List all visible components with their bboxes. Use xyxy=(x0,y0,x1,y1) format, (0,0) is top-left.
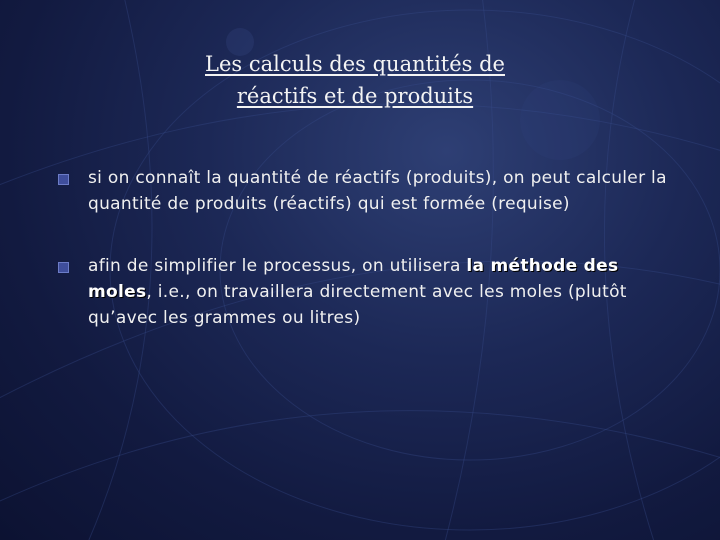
bullet-list xyxy=(58,165,678,331)
square-bullet-icon xyxy=(58,174,69,185)
title-line-1: Les calculs des quantités de xyxy=(205,52,505,76)
bullet-item xyxy=(58,253,678,331)
bullet-text-after: , i.e., on travaillera directement avec les moles (plutôt qu’avec les grammes ou litres) xyxy=(88,282,627,328)
square-bullet-icon xyxy=(58,262,69,273)
bullet-item xyxy=(58,165,678,217)
bullet-text: si on connaît la quantité de réactifs (produits), on peut calculer la quantité de produits (réactifs) qui est formée (requise) xyxy=(88,168,667,214)
bullet-text-before: afin de simplifier le processus, on utilisera xyxy=(88,256,467,276)
slide-title xyxy=(150,48,560,112)
bullet-emphasis: la méthode des moles xyxy=(88,256,619,302)
title-line-2: réactifs et de produits xyxy=(236,84,474,108)
